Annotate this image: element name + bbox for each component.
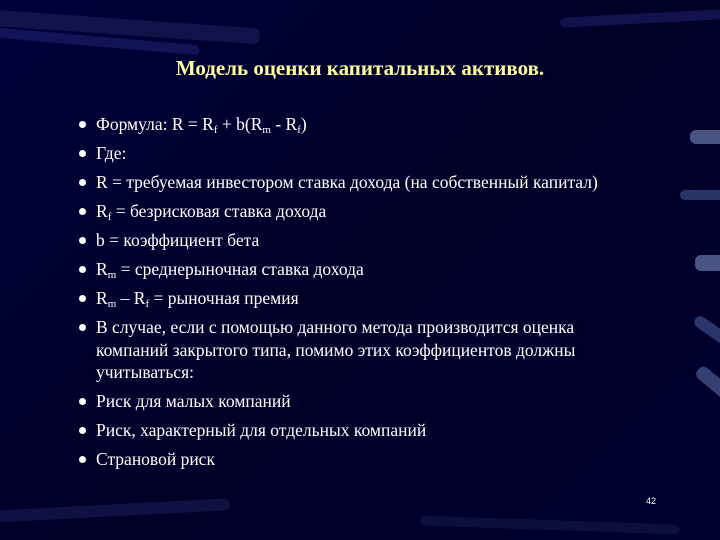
bullet-item: $R_m$ = среднерыночная ставка дохода [76,258,636,281]
bullet-list [76,113,636,477]
bg-streak [420,515,680,534]
bullet-dot-icon [79,398,86,405]
bg-streak [0,498,230,524]
slide-title: Модель оценки капитальных активов. [175,56,545,80]
bullet-dot-icon [79,121,86,128]
bullet-dot-icon [79,179,86,186]
bg-streak [690,130,720,144]
bullet-item: Где: [76,142,636,165]
bullet-item: Формула: $R = R_f + b(R_m - R_f)$ [76,113,636,136]
bullet-dot-icon [79,208,86,215]
bullet-dot-icon [79,456,86,463]
bullet-dot-icon [79,150,86,157]
bullet-item: Риск для малых компаний [76,390,636,413]
bullet-item: Страновой риск [76,448,636,471]
bullet-dot-icon [79,427,86,434]
bg-streak [695,255,720,271]
bullet-item: Риск, характерный для отдельных компаний [76,419,636,442]
bullet-item: $R_m - R_f$ = рыночная премия [76,287,636,310]
page-number: 42 [646,496,657,506]
bg-streak [694,364,720,420]
bg-streak [680,190,720,200]
bg-streak [692,314,720,358]
bullet-dot-icon [79,324,86,331]
bullet-item: b = коэффициент бета [76,229,636,252]
bg-streak [560,6,720,28]
bullet-dot-icon [79,237,86,244]
bullet-dot-icon [79,295,86,302]
bullet-item: R = требуемая инвестором ставка дохода (на собственный капитал) [76,171,636,194]
bullet-item: В случае, если с помощью данного метода производится оценка компаний закрытого типа, помимо этих коэффициентов должны учитываться: [76,316,636,384]
bullet-dot-icon [79,266,86,273]
bullet-item: $R_f$ = безрисковая ставка дохода [76,200,636,223]
